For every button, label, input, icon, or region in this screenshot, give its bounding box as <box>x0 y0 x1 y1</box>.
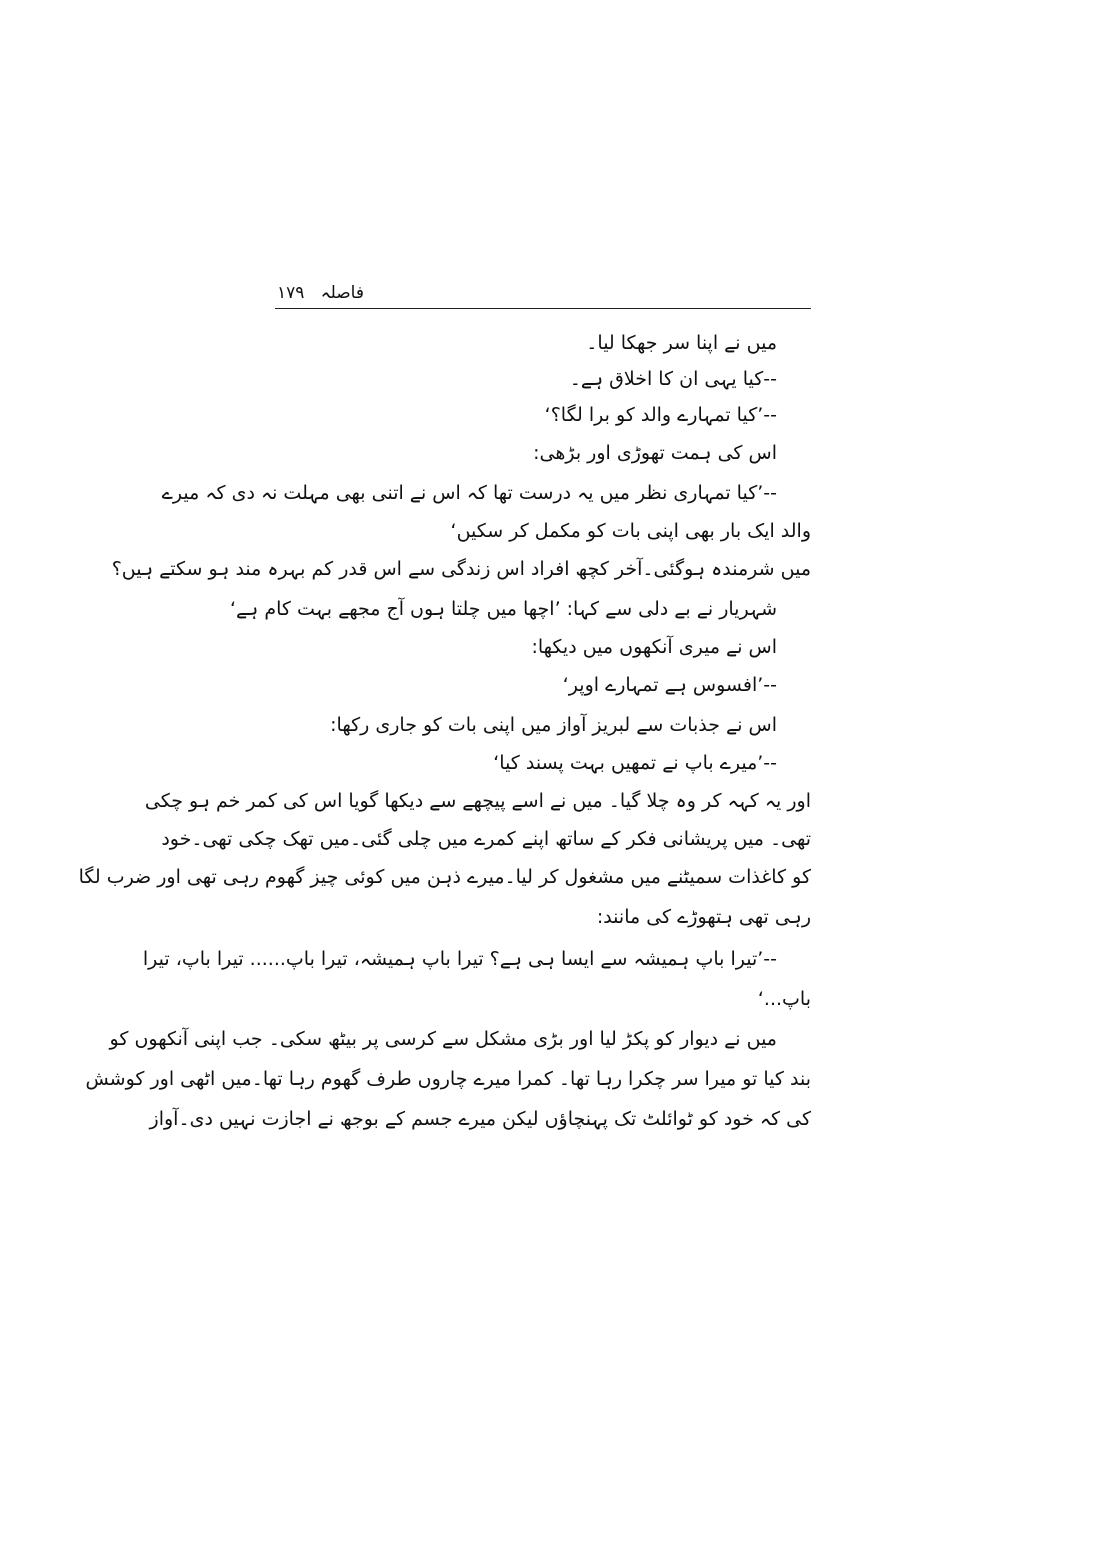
text-line: اس نے جذبات سے لبریز آواز میں اپنی بات کو جاری رکھا: <box>330 714 777 736</box>
text-line: کی کہ خود کو ٹوائلٹ تک پہنچاؤں لیکن میرے جسم کے بوجھ نے اجازت نہیں دی۔آواز <box>149 1108 811 1130</box>
running-header <box>275 282 811 309</box>
header-title: فاصلہ <box>320 283 364 303</box>
text-line: --’افسوس ہے تمہارے اوپر‘ <box>562 674 777 696</box>
text-line: اس نے میری آنکھوں میں دیکھا: <box>531 636 777 658</box>
text-line: میں نے اپنا سر جھکا لیا۔ <box>586 332 777 354</box>
text-line: رہی تھی ہتھوڑے کی مانند: <box>596 906 811 928</box>
text-line: میں شرمندہ ہوگئی۔آخر کچھ افراد اس زندگی سے اس قدر کم بہرہ مند ہو سکتے ہیں؟ <box>111 558 811 580</box>
text-line: شہریار نے بے دلی سے کہا: ’اچھا میں چلتا ہوں آج مجھے بہت کام ہے‘ <box>230 598 777 620</box>
text-line: اور یہ کہہ کر وہ چلا گیا۔ میں نے اسے پیچھے سے دیکھا گویا اس کی کمر خم ہو چکی <box>144 790 811 812</box>
text-line: --’کیا تمہاری نظر میں یہ درست تھا کہ اس نے اتنی بھی مہلت نہ دی کہ میرے <box>161 482 777 504</box>
text-line: کو کاغذات سمیٹنے میں مشغول کر لیا۔میرے ذہن میں کوئی چیز گھوم رہی تھی اور ضرب لگا <box>78 866 811 888</box>
text-line: باپ...‘ <box>757 988 811 1010</box>
text-line: --کیا یہی ان کا اخلاق ہے۔ <box>569 368 777 390</box>
header-title-and-page-number <box>277 282 364 304</box>
text-line: والد ایک بار بھی اپنی بات کو مکمل کر سکیں‘ <box>450 520 811 542</box>
text-line: اس کی ہمت تھوڑی اور بڑھی: <box>533 442 777 464</box>
text-line: میں نے دیوار کو پکڑ لیا اور بڑی مشکل سے کرسی پر بیٹھ سکی۔ جب اپنی آنکھوں کو <box>109 1028 777 1050</box>
text-line: --’میرے باپ نے تمھیں بہت پسند کیا‘ <box>493 752 777 774</box>
text-line: بند کیا تو میرا سر چکرا رہا تھا۔ کمرا میرے چاروں طرف گھوم رہا تھا۔میں اٹھی اور کوشش <box>85 1068 811 1090</box>
text-line: تھی۔ میں پریشانی فکر کے ساتھ اپنے کمرے میں چلی گئی۔میں تھک چکی تھی۔خود <box>161 828 811 850</box>
text-line: --’کیا تمہارے والد کو برا لگا؟‘ <box>544 404 777 426</box>
page-number: ۱۷۹ <box>277 283 305 303</box>
text-line: --’تیرا باپ ہمیشہ سے ایسا ہی ہے؟ تیرا باپ ہمیشہ، تیرا باپ...... تیرا باپ، تیرا <box>142 948 777 970</box>
